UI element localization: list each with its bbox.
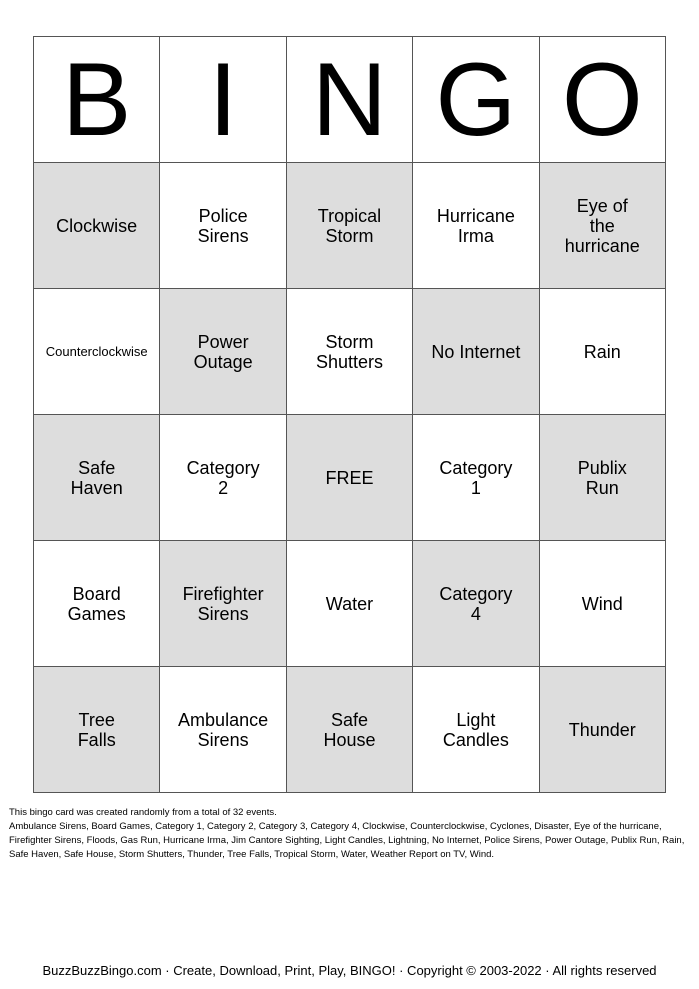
note-event-list: Ambulance Sirens, Board Games, Category 1, Category 2, Category 3, Category 4, Clockwise, Counterclockwise, Cyclones, Disaster, Eye of the hurricane, Firefighter Sirens, Floods, Gas Run, Hurricane Irma, Jim Cantore Sighting, Light Candles, Lightning, No Internet, Police Sirens, Power Outage, Publix Run, Rain, Safe Haven, Safe House, Storm Shutters, Thunder, Tree Falls, Tropical Storm, Water, Weather Report on TV, Wind.	[9, 821, 685, 860]
bingo-cell: Storm Shutters	[286, 289, 412, 415]
bingo-cell: Tree Falls	[34, 667, 160, 793]
bingo-cell: Publix Run	[539, 415, 665, 541]
bingo-cell: Clockwise	[34, 163, 160, 289]
card-generation-note	[9, 806, 693, 862]
bingo-cell: No Internet	[413, 289, 539, 415]
bingo-cell: Firefighter Sirens	[160, 541, 286, 667]
bingo-cell: Eye of the hurricane	[539, 163, 665, 289]
bingo-header-row	[34, 37, 666, 163]
bingo-cell: Thunder	[539, 667, 665, 793]
note-summary: This bingo card was created randomly from a total of 32 events.	[9, 807, 277, 818]
bingo-cell: Light Candles	[413, 667, 539, 793]
bingo-cell: Police Sirens	[160, 163, 286, 289]
bingo-cell: Category 4	[413, 541, 539, 667]
bingo-row	[34, 289, 666, 415]
bingo-row	[34, 667, 666, 793]
bingo-cell: Safe Haven	[34, 415, 160, 541]
bingo-row	[34, 541, 666, 667]
bingo-cell: Rain	[539, 289, 665, 415]
bingo-row	[34, 163, 666, 289]
bingo-cell: Tropical Storm	[286, 163, 412, 289]
bingo-cell: Safe House	[286, 667, 412, 793]
footer-copyright: BuzzBuzzBingo.com · Create, Download, Print, Play, BINGO! · Copyright © 2003-2022 · All rights reserved	[42, 963, 657, 978]
bingo-cell: Power Outage	[160, 289, 286, 415]
bingo-card	[33, 36, 666, 793]
header-letter-n: N	[286, 37, 412, 163]
header-letter-g: G	[413, 37, 539, 163]
bingo-cell: Hurricane Irma	[413, 163, 539, 289]
bingo-cell: Category 1	[413, 415, 539, 541]
bingo-cell: Wind	[539, 541, 665, 667]
free-space-cell: FREE	[286, 415, 412, 541]
header-letter-b: B	[34, 37, 160, 163]
bingo-row	[34, 415, 666, 541]
bingo-cell: Water	[286, 541, 412, 667]
bingo-cell: Category 2	[160, 415, 286, 541]
bingo-cell: Board Games	[34, 541, 160, 667]
bingo-cell: Counterclockwise	[34, 289, 160, 415]
header-letter-o: O	[539, 37, 665, 163]
header-letter-i: I	[160, 37, 286, 163]
bingo-cell: Ambulance Sirens	[160, 667, 286, 793]
